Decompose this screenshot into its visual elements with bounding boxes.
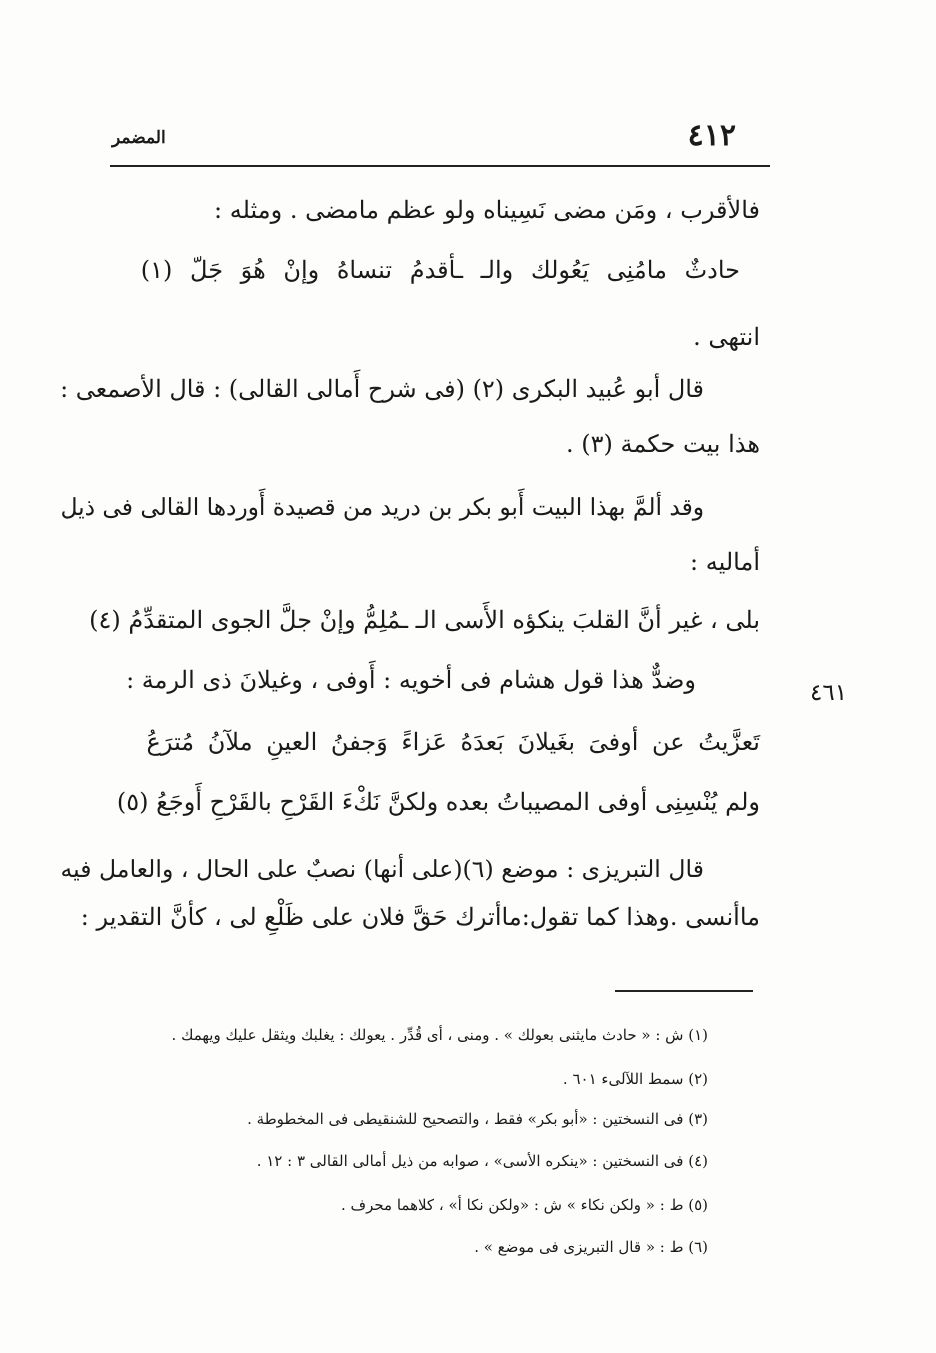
footnote-5: (٥) ط : « ولكن نكاء » ش : «ولكن نكا أ» ، كلاهما محرف . <box>340 1196 708 1214</box>
footnote-2: (٢) سمط اللآلىء ٦٠١ . <box>562 1070 708 1088</box>
body-line-5: وقد ألمَّ بهذا البيت أَبو بكر بن دريد من قصيدة أَوردها القالى فى ذيل <box>60 494 704 521</box>
body-line-8: قال التبريزى : موضع (٦)(على أنها) نصبٌ على الحال ، والعامل فيه <box>60 855 704 883</box>
body-line-4: هذا بيت حكمة (٣) . <box>565 430 760 458</box>
verse-line-4: ولم يُنْسِنِى أوفى المصيباتُ بعده ولكنَّ نَكْءَ القَرْحِ بالقَرْحِ أَوجَعُ (٥) <box>116 788 760 816</box>
body-line-2: انتهى . <box>693 323 760 351</box>
footnote-3: (٣) فى النسختين : «أبو بكر» فقط ، والتصحيح للشنقيطى فى المخطوطة . <box>247 1110 708 1128</box>
body-line-6: أماليه : <box>690 548 760 576</box>
verse-line-2: بلى ، غير أنَّ القلبَ ينكؤه الأَسى الـ ـمُلِمُّ وإنْ جلَّ الجوى المتقدِّمُ (٤) <box>89 606 760 634</box>
page-number: ٤١٢ <box>687 118 736 153</box>
running-title: المضمر <box>112 128 166 148</box>
header-rule <box>110 165 770 167</box>
body-line-7: وضدٌّ هذا قول هشام فى أخويه : أَوفى ، وغيلانَ ذى الرمة : <box>126 666 696 694</box>
footnote-1: (١) ش : « حادث مايثنى بعولك » . ومنى ، أى قُدِّر . يعولك : يغلبك ويثقل عليك ويهمك . <box>171 1026 708 1044</box>
body-line-1: فالأقرب ، ومَن مضى نَسِيناه ولو عظم مامضى . ومثله : <box>214 196 760 224</box>
verse-line-3: تَعزَّيتُ عن أوفىَ بغَيلانَ بَعدَهُ عَزاءً وَجفنُ العينِ ملآنُ مُترَعُ <box>146 728 760 756</box>
body-line-3: قال أبو عُبيد البكرى (٢) (فى شرح أَمالى القالى) : قال الأصمعى : <box>60 375 704 403</box>
body-line-9: ماأنسى .وهذا كما تقول:ماأترك حَقَّ فلان على ظَلْعِ لى ، كأنَّ التقدير : <box>80 903 760 931</box>
footnote-4: (٤) فى النسختين : «ينكره الأسى» ، صوابه من ذيل أمالى القالى ٣ : ١٢ . <box>256 1152 708 1170</box>
marginal-page-number: ٤٦١ <box>810 680 848 706</box>
footnote-rule <box>615 990 753 992</box>
footnote-6: (٦) ط : « قال التبريزى فى موضع » . <box>474 1238 708 1256</box>
verse-line-1: حادثٌ مامُنِى يَعُولك والـ ـأقدمُ تنساهُ وإنْ هُوَ جَلّ (١) <box>140 256 740 284</box>
